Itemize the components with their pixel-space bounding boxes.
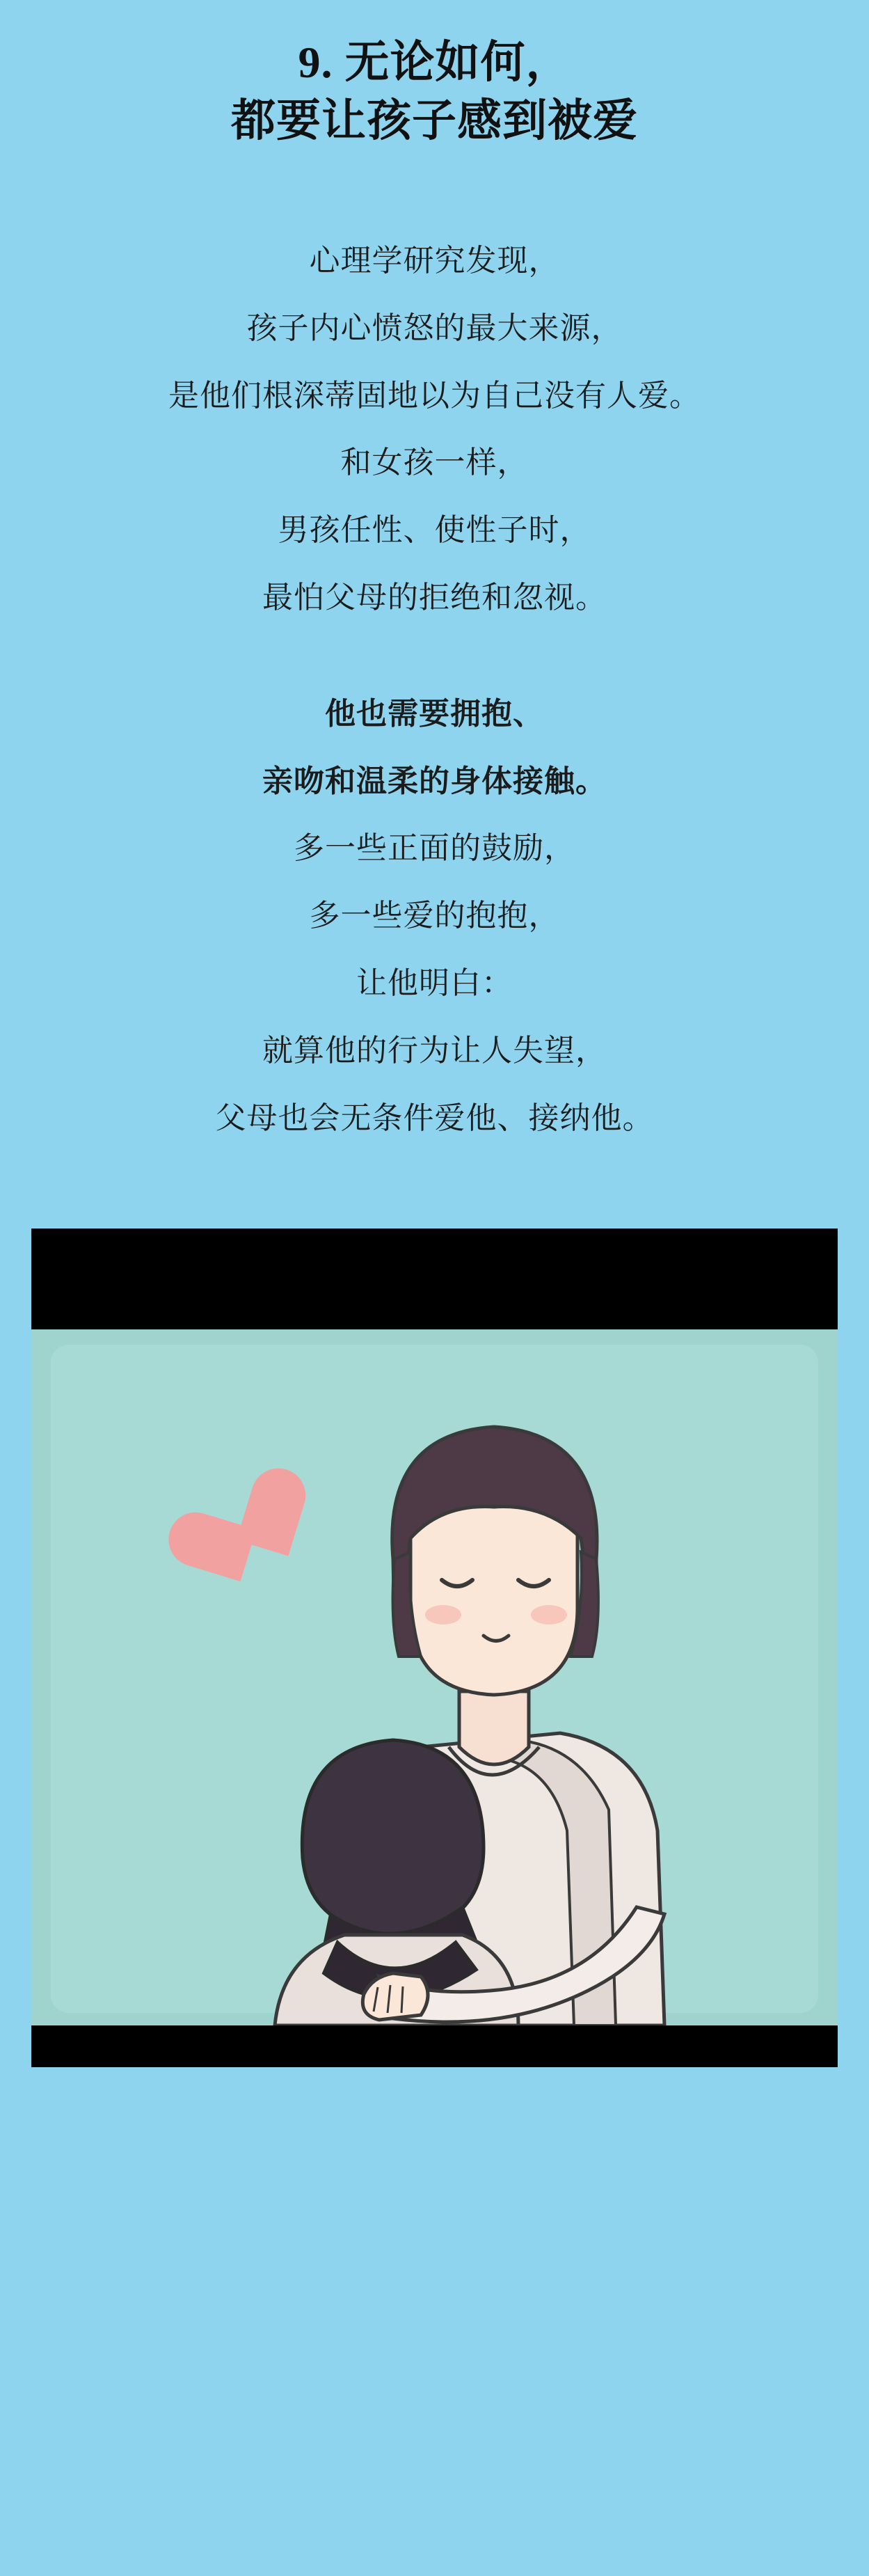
body-line: 是他们根深蒂固地以为自己没有人爱。 xyxy=(168,378,701,413)
body-line: 最怕父母的拒绝和忽视。 xyxy=(262,580,607,615)
illustration-canvas xyxy=(31,1329,838,2025)
body-text xyxy=(0,228,869,1152)
body-line: 和女孩一样， xyxy=(340,445,529,480)
page-title xyxy=(0,0,869,151)
body-line-emphasis: 他也需要拥抱、 xyxy=(325,696,544,731)
body-line: 心理学研究发现， xyxy=(309,243,560,278)
paragraph-spacer xyxy=(0,632,869,681)
body-line: 多一些爱的抱抱， xyxy=(309,899,560,933)
body-line: 让他明白： xyxy=(356,965,513,1000)
title-line-2: 都要让孩子感到被爱 xyxy=(231,96,638,146)
title-line-1: 9. 无论如何， xyxy=(298,38,571,87)
body-line: 父母也会无条件爱他、接纳他。 xyxy=(215,1100,654,1135)
body-line: 多一些正面的鼓励， xyxy=(294,831,575,866)
body-line: 孩子内心愤怒的最大来源， xyxy=(246,310,623,345)
illustration-bottom-strip xyxy=(31,2025,838,2067)
illustration xyxy=(31,1228,838,2067)
body-line: 男孩任性、使性子时， xyxy=(278,513,591,548)
mother-child-illustration xyxy=(31,1329,838,2025)
body-line: 就算他的行为让人失望， xyxy=(262,1033,607,1068)
body-line-emphasis: 亲吻和温柔的身体接触。 xyxy=(262,764,607,798)
